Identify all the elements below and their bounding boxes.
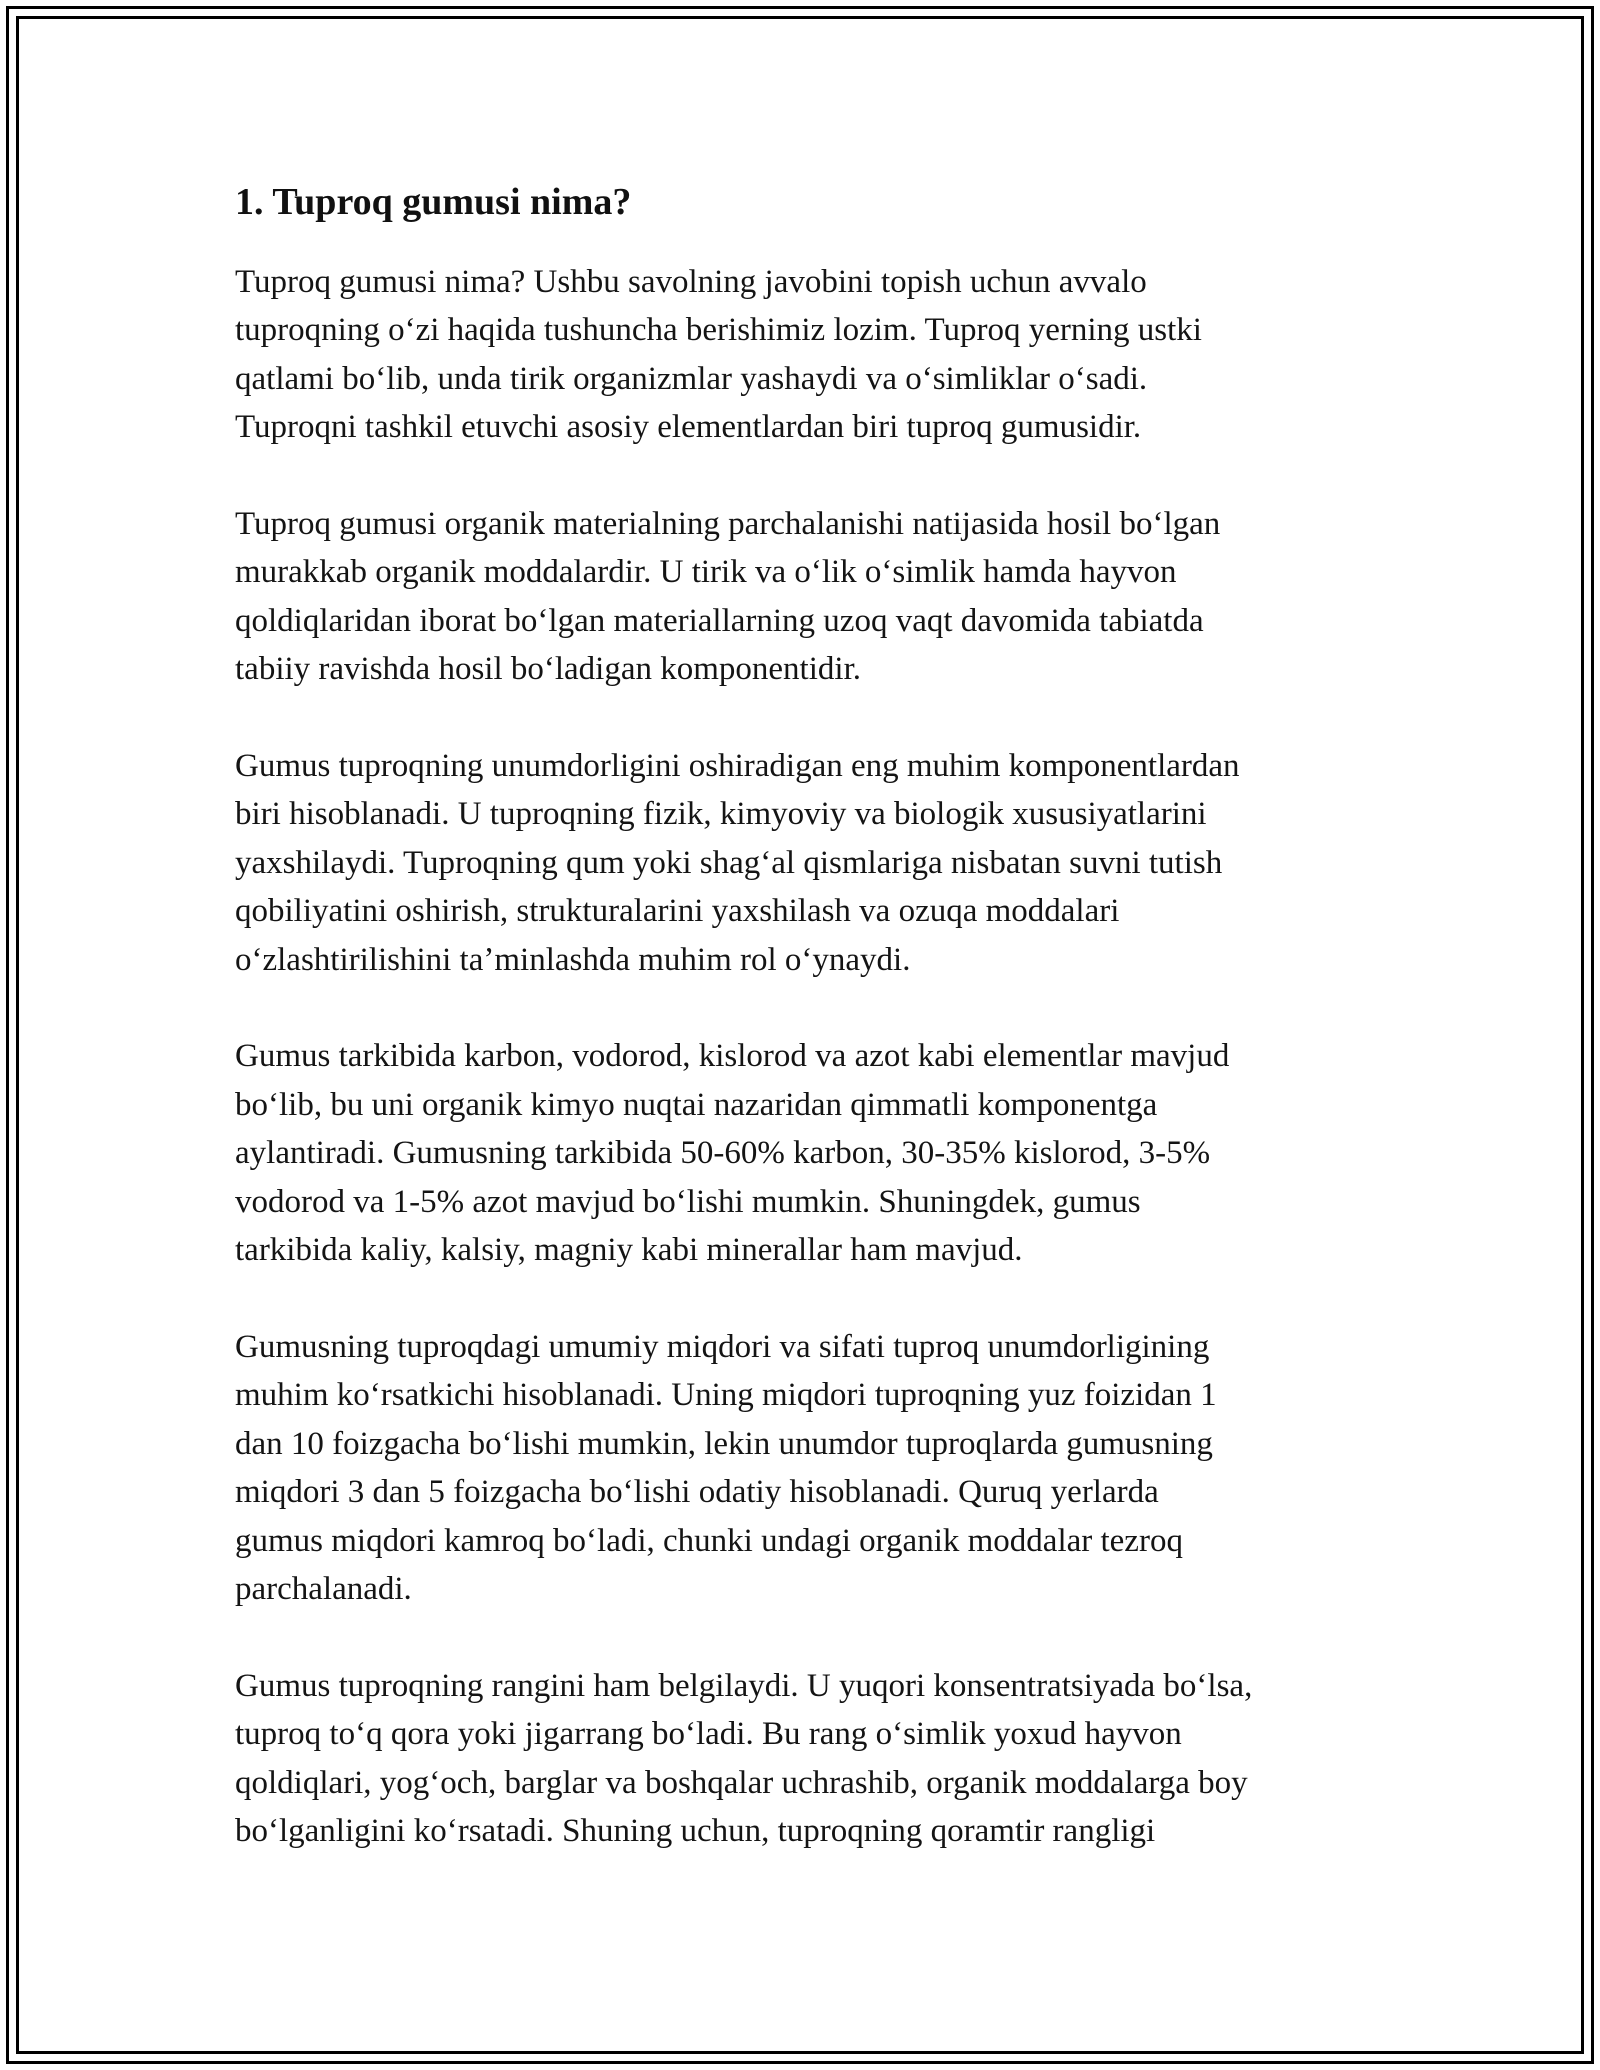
paragraph-quantity xyxy=(235,1323,1395,1614)
text-line: aylantiradi. Gumusning tarkibida 50-60% karbon, 30-35% kislorod, 3-5% xyxy=(235,1135,1211,1172)
document-body xyxy=(235,180,1395,1904)
paragraph-definition xyxy=(235,500,1395,694)
text-line: Tuproq gumusi organik materialning parchalanishi natijasida hosil boʻlgan xyxy=(235,505,1221,542)
text-line: Gumusning tuproqdagi umumiy miqdori va sifati tuproq unumdorligining xyxy=(235,1328,1210,1365)
text-line: Gumus tuproqning unumdorligini oshiradigan eng muhim komponentlardan xyxy=(235,747,1240,784)
text-line: Tuproqni tashkil etuvchi asosiy elementlardan biri tuproq gumusidir. xyxy=(235,409,1142,446)
text-line: boʻlib, bu uni organik kimyo nuqtai nazaridan qimmatli komponentga xyxy=(235,1086,1158,1123)
text-line: tabiiy ravishda hosil boʻladigan komponentidir. xyxy=(235,651,861,688)
paragraph-fertility xyxy=(235,742,1395,985)
text-line: qoldiqlaridan iborat boʻlgan materiallarning uzoq vaqt davomida tabiatda xyxy=(235,602,1204,639)
text-line: qoldiqlari, yogʻoch, barglar va boshqalar uchrashib, organik moddalarga boy xyxy=(235,1764,1248,1801)
text-line: tuproqning oʻzi haqida tushuncha berishimiz lozim. Tuproq yerning ustki xyxy=(235,312,1202,349)
text-line: Gumus tuproqning rangini ham belgilaydi. U yuqori konsentratsiyada boʻlsa, xyxy=(235,1667,1253,1704)
text-line: qobiliyatini oshirish, strukturalarini yaxshilash va ozuqa moddalari xyxy=(235,893,1120,930)
text-line: Gumus tarkibida karbon, vodorod, kislorod va azot kabi elementlar mavjud xyxy=(235,1038,1230,1075)
text-line: oʻzlashtirilishini taʼminlashda muhim rol oʻynaydi. xyxy=(235,941,911,978)
paragraph-composition xyxy=(235,1032,1395,1275)
paragraph-intro xyxy=(235,258,1395,452)
text-line: tarkibida kaliy, kalsiy, magniy kabi minerallar ham mavjud. xyxy=(235,1232,1023,1269)
text-line: vodorod va 1-5% azot mavjud boʻlishi mumkin. Shuningdek, gumus xyxy=(235,1183,1141,1220)
text-line: yaxshilaydi. Tuproqning qum yoki shagʻal qismlariga nisbatan suvni tutish xyxy=(235,844,1223,881)
text-line: murakkab organik moddalardir. U tirik va oʻlik oʻsimlik hamda hayvon xyxy=(235,554,1177,591)
text-line: muhim koʻrsatkichi hisoblanadi. Uning miqdori tuproqning yuz foizidan 1 xyxy=(235,1377,1217,1414)
text-line: parchalanadi. xyxy=(235,1571,412,1608)
text-line: biri hisoblanadi. U tuproqning fizik, kimyoviy va biologik xususiyatlarini xyxy=(235,796,1207,833)
text-line: qatlami boʻlib, unda tirik organizmlar yashaydi va oʻsimliklar oʻsadi. xyxy=(235,360,1148,397)
text-line: gumus miqdori kamroq boʻladi, chunki undagi organik moddalar tezroq xyxy=(235,1522,1183,1559)
text-line: boʻlganligini koʻrsatadi. Shuning uchun, tuproqning qoramtir rangligi xyxy=(235,1813,1156,1850)
text-line: Tuproq gumusi nima? Ushbu savolning javobini topish uchun avvalo xyxy=(235,263,1147,300)
text-line: dan 10 foizgacha boʻlishi mumkin, lekin unumdor tuproqlarda gumusning xyxy=(235,1425,1213,1462)
section-heading: 1. Tuproq gumusi nima? xyxy=(235,181,632,223)
paragraph-color xyxy=(235,1662,1395,1856)
text-line: miqdori 3 dan 5 foizgacha boʻlishi odatiy hisoblanadi. Quruq yerlarda xyxy=(235,1474,1159,1511)
text-line: tuproq toʻq qora yoki jigarrang boʻladi. Bu rang oʻsimlik yoxud hayvon xyxy=(235,1716,1182,1753)
